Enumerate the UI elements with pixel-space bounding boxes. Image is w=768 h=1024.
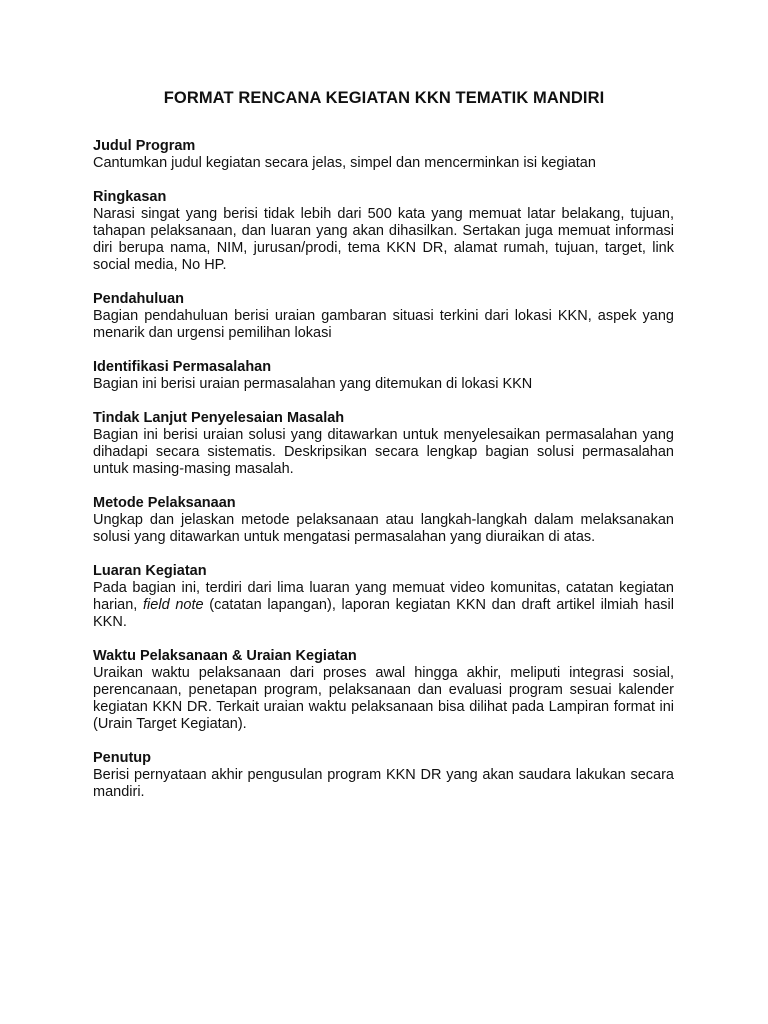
section-heading: Penutup bbox=[93, 750, 151, 766]
section-heading: Ringkasan bbox=[93, 189, 167, 205]
section-body: Bagian ini berisi uraian permasalahan yang ditemukan di lokasi KKN bbox=[93, 376, 533, 392]
section-penutup bbox=[93, 750, 674, 801]
body-text: Pada bagian ini, terdiri dari lima luaran yang memuat video komunitas, catatan kegiatan harian, bbox=[93, 580, 674, 613]
section-body: Bagian pendahuluan berisi uraian gambaran situasi terkini dari lokasi KKN, aspek yang menarik dan urgensi pemilihan lokasi bbox=[93, 308, 674, 341]
section-heading: Tindak Lanjut Penyelesaian Masalah bbox=[93, 410, 345, 426]
section-heading: Metode Pelaksanaan bbox=[93, 495, 236, 511]
section-body: Bagian ini berisi uraian solusi yang ditawarkan untuk menyelesaikan permasalahan yang dihadapi secara sistematis. Deskripsikan secara lengkap bagian solusi permasalahan untuk masing-masing masalah. bbox=[93, 427, 674, 477]
section-body: Ungkap dan jelaskan metode pelaksanaan atau langkah-langkah dalam melaksanakan solusi yang ditawarkan untuk mengatasi permasalahan yang diuraikan di atas. bbox=[93, 512, 674, 545]
italic-term: field note bbox=[143, 597, 204, 613]
body-text: (catatan lapangan), laporan kegiatan KKN dan draft artikel ilmiah hasil KKN. bbox=[93, 597, 674, 630]
section-pendahuluan bbox=[93, 291, 674, 342]
section-luaran-kegiatan bbox=[93, 563, 674, 631]
document-title: FORMAT RENCANA KEGIATAN KKN TEMATIK MANDIRI bbox=[163, 89, 605, 107]
document-content bbox=[93, 138, 674, 818]
section-judul-program bbox=[93, 138, 674, 172]
section-body bbox=[93, 580, 674, 631]
section-identifikasi-permasalahan bbox=[93, 359, 674, 393]
section-heading: Judul Program bbox=[93, 138, 196, 154]
section-body: Cantumkan judul kegiatan secara jelas, simpel dan mencerminkan isi kegiatan bbox=[93, 155, 596, 171]
section-body: Narasi singat yang berisi tidak lebih dari 500 kata yang memuat latar belakang, tujuan, tahapan pelaksanaan, dan luaran yang akan dihasilkan. Sertakan juga memuat informasi diri berupa nama, NIM, jurusan/prodi, tema KKN DR, alamat rumah, tujuan, target, link social media, No HP. bbox=[93, 206, 674, 273]
section-waktu-pelaksanaan bbox=[93, 648, 674, 733]
section-body: Uraikan waktu pelaksanaan dari proses awal hingga akhir, meliputi integrasi sosial, perencanaan, penetapan program, pelaksanaan dan evaluasi program sesuai kalender kegiatan KKN DR. Terkait uraian waktu pelaksanaan bisa dilihat pada Lampiran format ini (Urain Target Kegiatan). bbox=[93, 665, 674, 732]
section-heading: Identifikasi Permasalahan bbox=[93, 359, 272, 375]
section-heading: Waktu Pelaksanaan & Uraian Kegiatan bbox=[93, 648, 357, 664]
section-body: Berisi pernyataan akhir pengusulan program KKN DR yang akan saudara lakukan secara mandiri. bbox=[93, 767, 674, 800]
section-heading: Pendahuluan bbox=[93, 291, 185, 307]
section-metode-pelaksanaan bbox=[93, 495, 674, 546]
section-ringkasan bbox=[93, 189, 674, 274]
section-tindak-lanjut bbox=[93, 410, 674, 478]
section-heading: Luaran Kegiatan bbox=[93, 563, 207, 579]
